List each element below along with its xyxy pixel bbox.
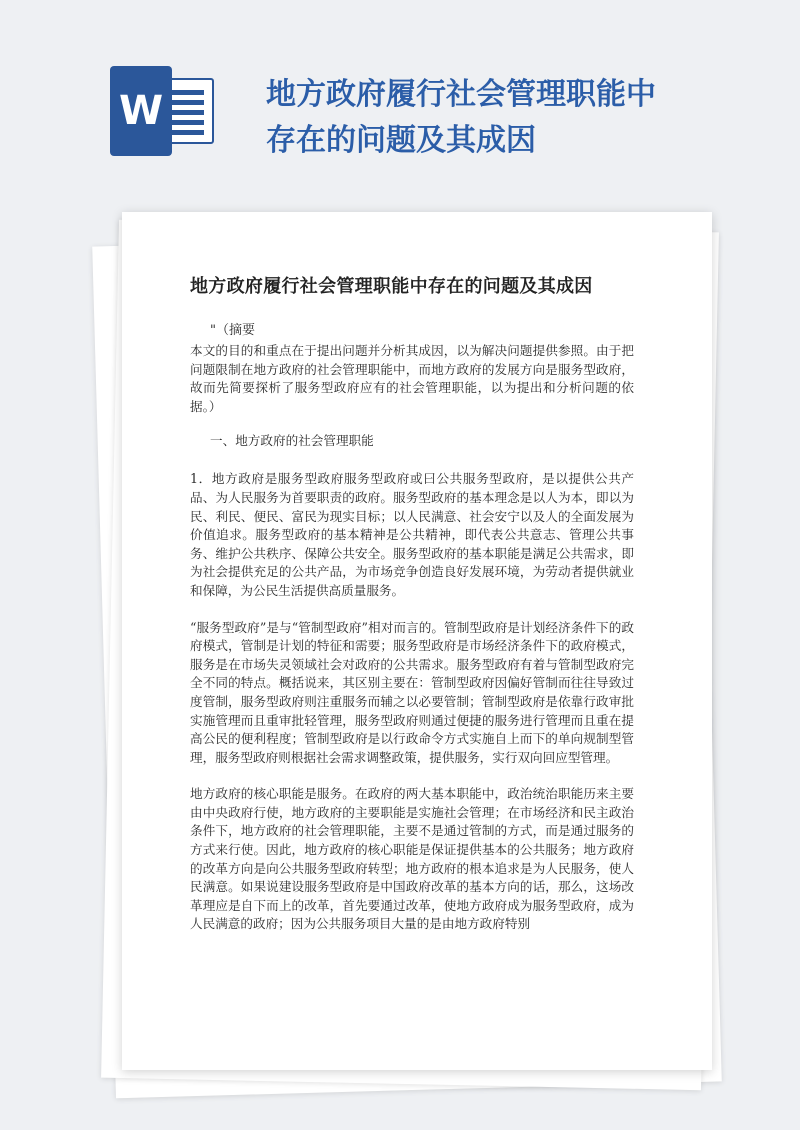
header-title-line-1: 地方政府履行社会管理职能中 bbox=[266, 77, 656, 112]
section-heading: 一、地方政府的社会管理职能 bbox=[210, 433, 374, 449]
abstract-paragraph: 本文的目的和重点在于提出问题并分析其成因，以为解决问题提供参照。由于把问题限制在地方政府的社会管理职能中，而地方政府的发展方向是服务型政府，故而先简要探析了服务型政府应有的社会管理职能，以为提出和分析问题的依据。） bbox=[190, 343, 634, 414]
document-page bbox=[122, 212, 712, 1070]
word-document-icon bbox=[110, 66, 214, 156]
paragraph-2: “服务型政府”是与“管制型政府”相对而言的。管制型政府是计划经济条件下的政府模式，管制是计划的特征和需要；服务型政府是市场经济条件下的政府模式，服务是在市场失灵领域社会对政府的公共需求。服务型政府有着与管制型政府完全不同的特点。概括说来，其区别主要在：管制型政府因偏好管制而往往导致过度管制，服务型政府则注重服务而辅之以必要管制；管制型政府是依靠行政审批实施管理而且重审批轻管理，服务型政府则通过便捷的服务进行管理而且重在提高公民的便利程度；管制型政府是以行政命令方式实施自上而下的单向规制型管理，服务型政府则根据社会需求调整政策，提供服务，实行双向回应型管理。 bbox=[190, 619, 634, 765]
header-title-line-2: 存在的问题及其成因 bbox=[266, 123, 536, 158]
paragraph-1: 1．地方政府是服务型政府服务型政府或曰公共服务型政府，是以提供公共产品、为人民服务为首要职责的政府。服务型政府的基本理念是以人为本，即以为民、利民、便民、富民为现实目标；以人民满意、社会安宁以及人的全面发展为价值追求。服务型政府的基本精神是公共精神，即代表公共意志、管理公共事务、维护公共秩序、保障公共安全。服务型政府的基本职能是满足公共需求，即为社会提供充足的公共产品，为市场竞争创造良好发展环境，为劳动者提供就业和保障，为公民生活提供高质量服务。 bbox=[190, 471, 634, 598]
abstract-marker: "（摘要 bbox=[210, 323, 255, 338]
document-body bbox=[190, 272, 634, 934]
header-title bbox=[266, 72, 686, 164]
paragraph-3: 地方政府的核心职能是服务。在政府的两大基本职能中，政治统治职能历来主要由中央政府行使，地方政府的主要职能是实施社会管理；在市场经济和民主政治条件下，地方政府的社会管理职能，主要不是通过管制的方式，而是通过服务的方式来行使。因此，地方政府的核心职能是保证提供基本的公共服务；地方政府的改革方向是向公共服务型政府转型；地方政府的根本追求是为人民服务，使人民满意。如果说建设服务型政府是中国政府改革的基本方向的话，那么，这场改革理应是自下而上的改革，首先要通过改革，使地方政府成为服务型政府，成为人民满意的政府；因为公共服务项目大量的是由地方政府特别 bbox=[190, 786, 634, 932]
document-title: 地方政府履行社会管理职能中存在的问题及其成因 bbox=[190, 276, 593, 297]
word-letter-badge: W bbox=[110, 66, 172, 156]
